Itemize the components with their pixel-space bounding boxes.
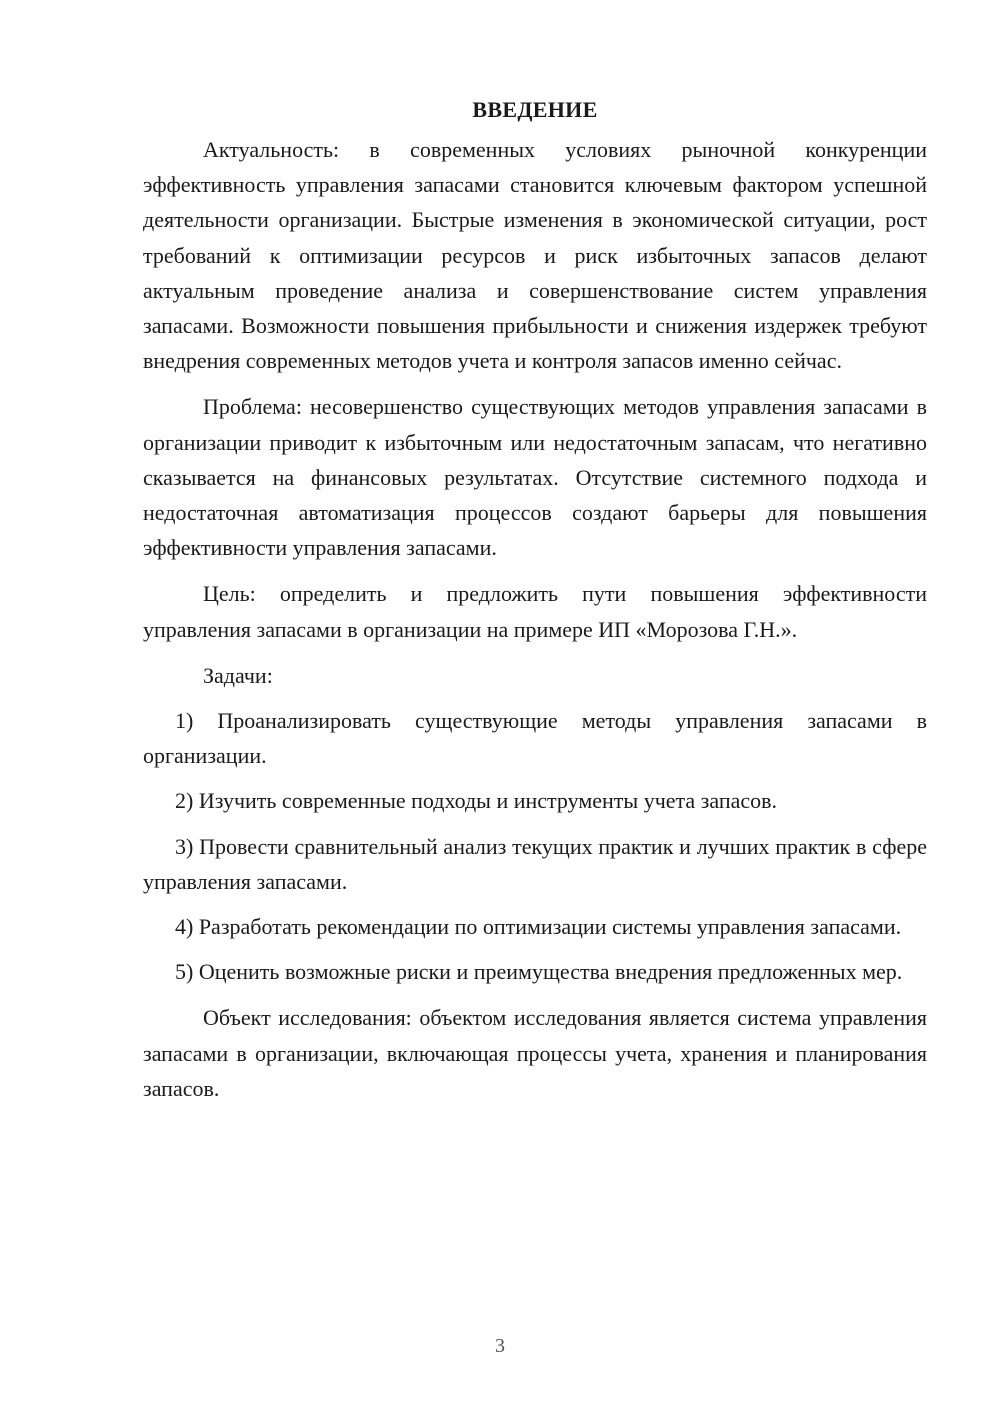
paragraph-object: Объект исследования: объектом исследования является система управления запасами в организации, включающая процессы учета, хранения и планирования запасов. xyxy=(143,1005,927,1101)
task-item-1: 1) Проанализировать существующие методы управления запасами в организации. xyxy=(143,708,927,769)
task-item-4: 4) Разработать рекомендации по оптимизации системы управления запасами. xyxy=(175,914,902,940)
task-item-2: 2) Изучить современные подходы и инструменты учета запасов. xyxy=(175,788,778,814)
document-body xyxy=(143,96,927,1106)
page-title: ВВЕДЕНИЕ xyxy=(472,97,598,122)
tasks-label: Задачи: xyxy=(203,662,273,688)
task-item-5: 5) Оценить возможные риски и преимущества внедрения предложенных мер. xyxy=(175,959,903,985)
paragraph-relevance: Актуальность: в современных условиях рыночной конкуренции эффективность управления запасами становится ключевым фактором успешной деятельности организации. Быстрые изменения в экономической ситуации, рост требований к оптимизации ресурсов и риск избыточных запасов делают актуальным проведение анализа и совершенствование систем управления запасами. Возможности повышения прибыльности и снижения издержек требуют внедрения современных методов учета и контроля запасов именно сейчас. xyxy=(143,137,927,374)
page-number: 3 xyxy=(495,1335,505,1357)
paragraph-goal: Цель: определить и предложить пути повышения эффективности управления запасами в организации на примере ИП «Морозова Г.Н.». xyxy=(143,581,927,642)
paragraph-problem: Проблема: несовершенство существующих методов управления запасами в организации приводит к избыточным или недостаточным запасам, что негативно сказывается на финансовых результатах. Отсутствие системного подхода и недостаточная автоматизация процессов создают барьеры для повышения эффективности управления запасами. xyxy=(143,394,927,561)
task-item-3: 3) Провести сравнительный анализ текущих практик и лучших практик в сфере управления запасами. xyxy=(143,833,927,894)
